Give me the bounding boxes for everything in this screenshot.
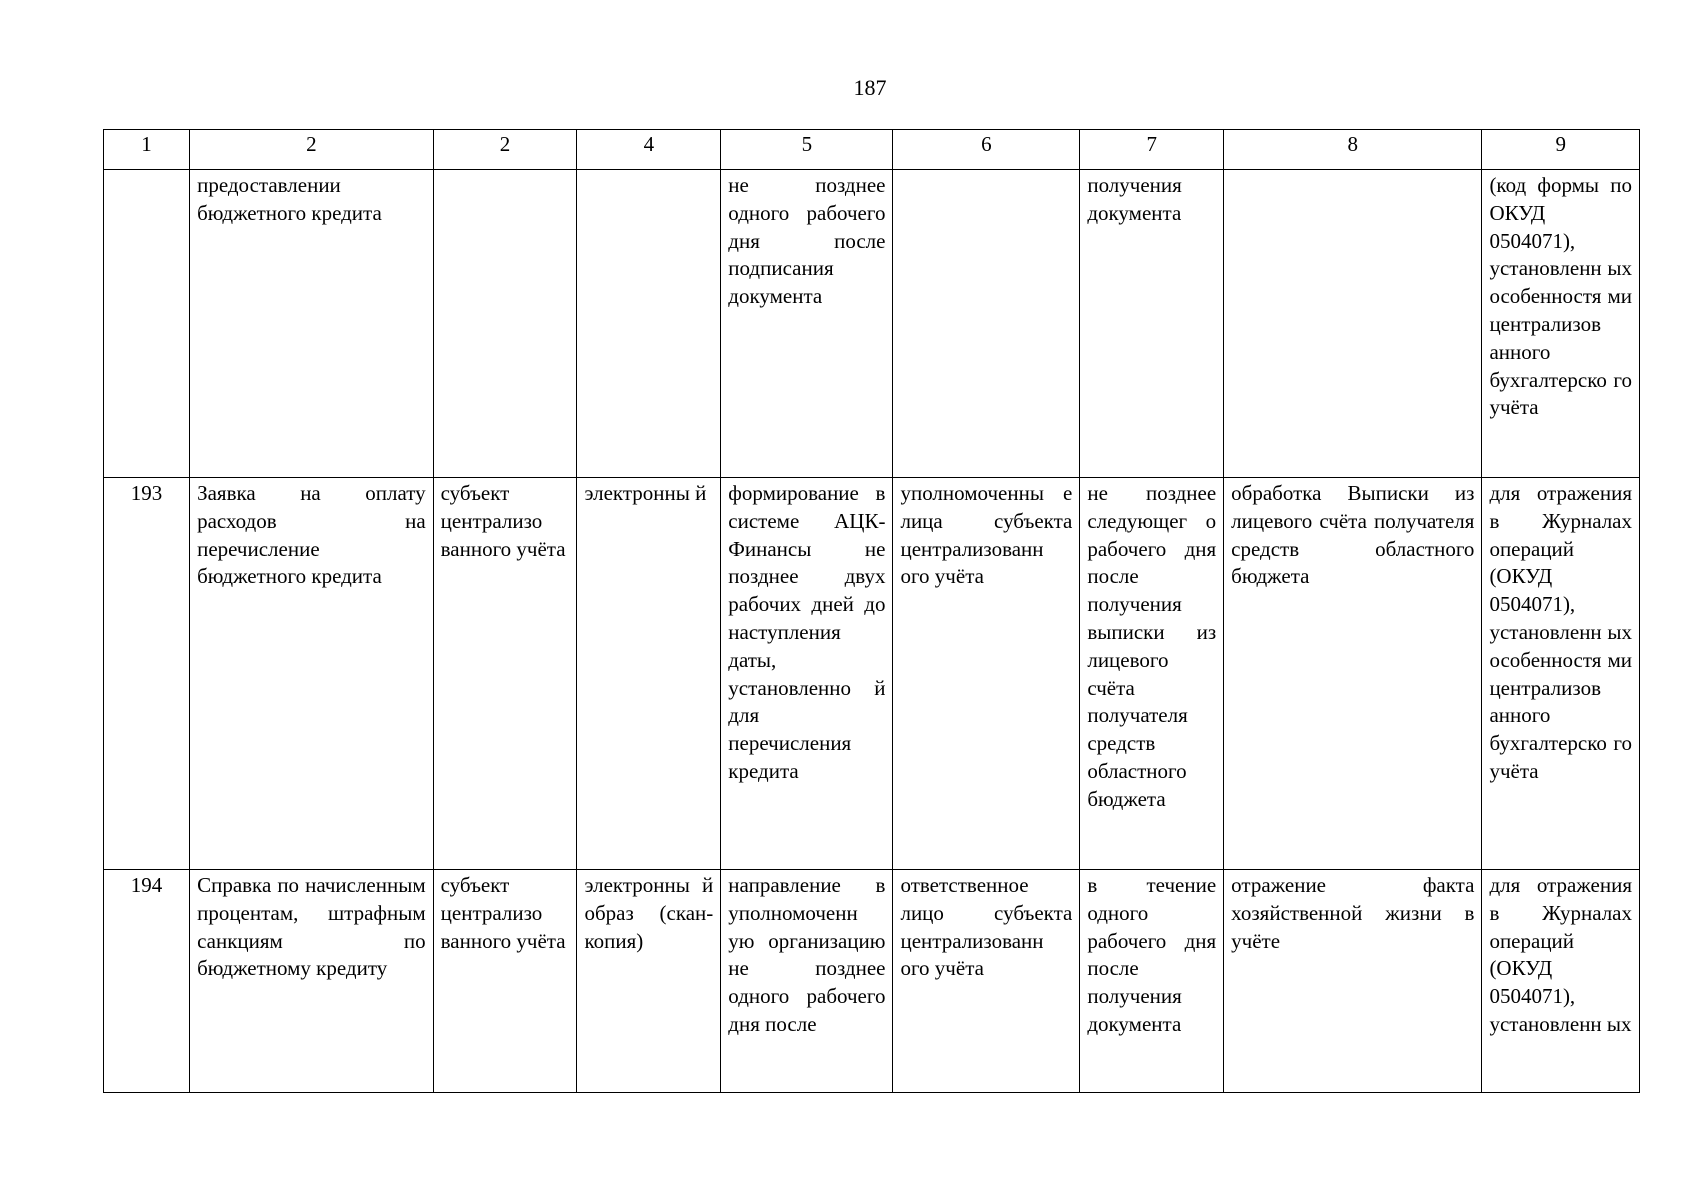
processing-cell: обработка Выписки из лицевого счёта получателя средств областного бюджета xyxy=(1224,478,1482,870)
column-header: 1 xyxy=(104,130,190,170)
responsible-person-cell xyxy=(893,170,1080,478)
document-table xyxy=(103,129,1640,1093)
deadline-cell: не позднее следующег о рабочего дня после получения выписки из лицевого счёта получателя средств областного бюджета xyxy=(1080,478,1224,870)
column-header: 2 xyxy=(190,130,434,170)
table-row xyxy=(104,170,1640,478)
row-number: 194 xyxy=(104,870,190,1093)
column-header: 5 xyxy=(721,130,893,170)
table-row xyxy=(104,478,1640,870)
document-name-cell: предоставлении бюджетного кредита xyxy=(190,170,434,478)
page-number: 187 xyxy=(853,75,887,100)
format-cell: электронны й образ (скан-копия) xyxy=(577,870,721,1093)
deadline-cell: в течение одного рабочего дня после получения документа xyxy=(1080,870,1224,1093)
responsible-subject-cell: субъект централизо ванного учёта xyxy=(433,870,577,1093)
column-header: 6 xyxy=(893,130,1080,170)
column-header: 2 xyxy=(433,130,577,170)
format-cell: электронны й xyxy=(577,478,721,870)
column-header: 8 xyxy=(1224,130,1482,170)
procedure-cell: не позднее одного рабочего дня после подписания документа xyxy=(721,170,893,478)
procedure-cell: направление в уполномоченн ую организацию не позднее одного рабочего дня после xyxy=(721,870,893,1093)
document-name-cell: Заявка на оплату расходов на перечисление бюджетного кредита xyxy=(190,478,434,870)
purpose-cell: для отражения в Журналах операций (ОКУД 0504071), установленн ых особенностя ми централизов анного бухгалтерско го учёта xyxy=(1482,478,1640,870)
purpose-cell: (код формы по ОКУД 0504071), установленн ых особенностя ми централизов анного бухгалтерско го учёта xyxy=(1482,170,1640,478)
responsible-person-cell: уполномоченны е лица субъекта централизованн ого учёта xyxy=(893,478,1080,870)
table-row xyxy=(104,870,1640,1093)
column-header: 7 xyxy=(1080,130,1224,170)
table-header-row xyxy=(104,130,1640,170)
responsible-subject-cell xyxy=(433,170,577,478)
document-name-cell: Справка по начисленным процентам, штрафным санкциям по бюджетному кредиту xyxy=(190,870,434,1093)
purpose-cell: для отражения в Журналах операций (ОКУД 0504071), установленн ых xyxy=(1482,870,1640,1093)
processing-cell xyxy=(1224,170,1482,478)
row-number xyxy=(104,170,190,478)
format-cell xyxy=(577,170,721,478)
column-header: 4 xyxy=(577,130,721,170)
deadline-cell: получения документа xyxy=(1080,170,1224,478)
procedure-cell: формирование в системе АЦК-Финансы не позднее двух рабочих дней до наступления даты, установленно й для перечисления кредита xyxy=(721,478,893,870)
responsible-person-cell: ответственное лицо субъекта централизованн ого учёта xyxy=(893,870,1080,1093)
row-number: 193 xyxy=(104,478,190,870)
processing-cell: отражение факта хозяйственной жизни в учёте xyxy=(1224,870,1482,1093)
column-header: 9 xyxy=(1482,130,1640,170)
responsible-subject-cell: субъект централизо ванного учёта xyxy=(433,478,577,870)
